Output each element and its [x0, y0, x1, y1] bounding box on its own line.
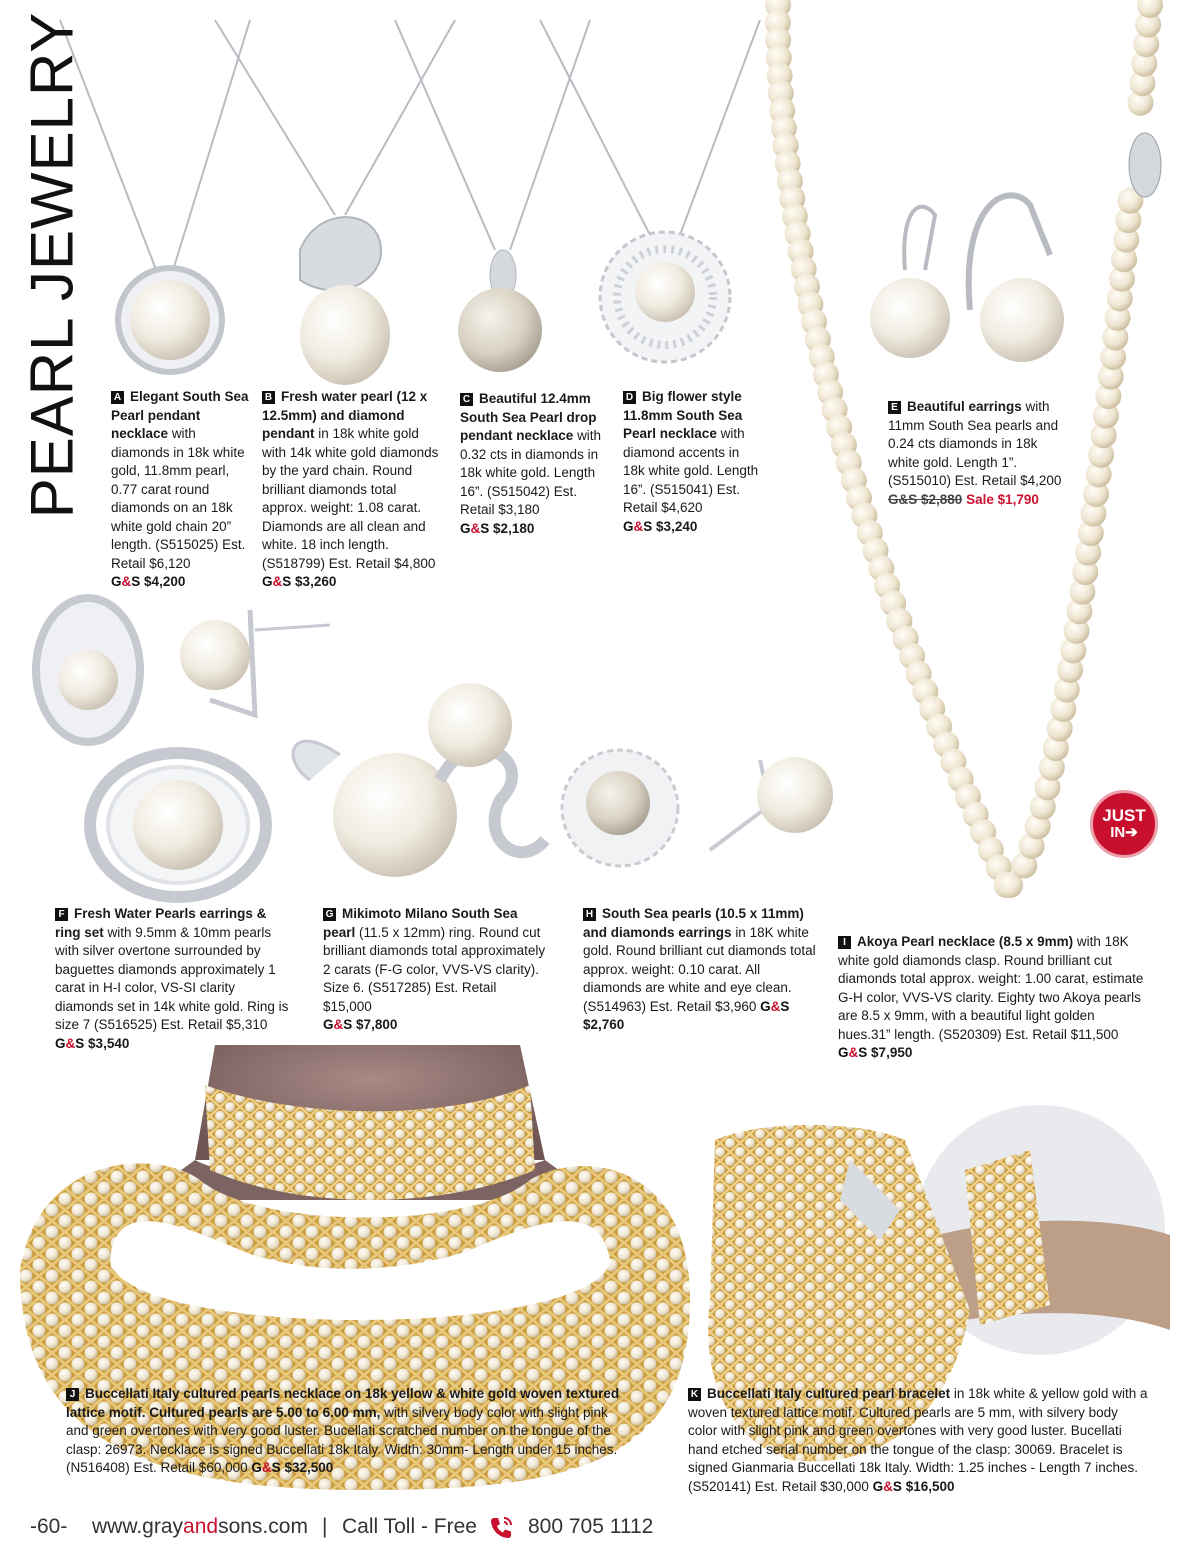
just-in-badge: [1090, 790, 1158, 858]
item-g-description: [323, 905, 548, 1035]
item-j-title: Buccellati Italy cultured pearls necklace on 18k yellow & white gold woven textured lattice motif. Cultured pearls are 5.00 to 6.00 mm,: [66, 1386, 620, 1420]
item-j-body: with silvery body color with slight pink and green overtones with very good luster. Bucellati scratched number on the tongue of the clasp: 26973. Necklace is signed Buccellati 18k Italy. Width: 30mm- Length under 15 inches. (N516408) Est. Retail $60,000: [66, 1404, 618, 1475]
item-i-body: with 18K white gold diamonds clasp. Round brilliant cut diamonds total approx. weight: 1.00 carat, estimate G-H color, VVS-VS clarity. Eighty two Akoya pearls are 8.5 x 9mm, with a beautiful light golden hues.31” length. (S520309) Est. Retail $11,500: [838, 934, 1144, 1042]
item-j-price: G&S $32,500: [251, 1460, 334, 1475]
item-h-description: [583, 905, 818, 1035]
page-number: -60-: [30, 1515, 68, 1538]
item-a-letter: A: [111, 391, 124, 404]
set-f-image: [36, 598, 330, 897]
earrings-e-image: [870, 195, 1064, 362]
item-c-letter: C: [460, 393, 473, 406]
item-f-price: G&S $3,540: [55, 1035, 130, 1051]
item-j-letter: J: [66, 1388, 79, 1401]
item-i-letter: I: [838, 936, 851, 949]
item-h-body: in 18K white gold. Round brilliant cut diamonds total approx. weight: 0.10 carat. All diamonds are white and eye clean. (S514963) Est. Retail $3,960: [583, 924, 816, 1014]
item-a-description: [111, 388, 251, 592]
item-e-title: Beautiful earrings: [907, 399, 1022, 414]
akoya-clasp: [1129, 133, 1161, 197]
item-h-price: G&S $2,760: [583, 998, 790, 1032]
item-c-title: Beautiful 12.4mm South Sea Pearl drop pendant necklace: [460, 391, 597, 443]
item-d-body: with diamond accents in 18k white gold. Length 16”. (S515041) Est. Retail $4,620: [623, 426, 759, 515]
item-j-description: [66, 1385, 626, 1478]
item-g-body: (11.5 x 12mm) ring. Round cut brilliant diamonds total approximately 2 carats (F-G color, VVS-VS clarity). Size 6. (S517285) Est. Retail $15,000: [323, 924, 546, 1014]
item-d-description: [623, 388, 763, 536]
item-a-price: G&S $4,200: [111, 574, 186, 589]
item-i-description: [838, 933, 1148, 1063]
item-b-body: in 18k white gold with 14k white gold diamonds by the yard chain. Round brilliant diamonds total approx. weight: 1.08 carat. Diamonds are all clean and white. 18 inch length. (S518799) Est. Retail $4,800: [262, 426, 439, 571]
call-label: Call Toll - Free: [342, 1515, 477, 1538]
item-k-description: [688, 1385, 1148, 1496]
earrings-h-image: [562, 750, 833, 866]
item-f-body: with 9.5mm & 10mm pearls with silver overtone surrounded by baguettes diamonds approximately 1 carat in H-I color, VS-SI clarity diamonds set in 14k white gold. Ring is size 7 (S516525) Est. Retail $5,310: [55, 924, 289, 1032]
item-e-description: [888, 398, 1068, 509]
website-link[interactable]: www.grayandsons.com: [92, 1515, 308, 1538]
phone-icon: [488, 1515, 514, 1541]
item-d-title: Big flower style 11.8mm South Sea Pearl necklace: [623, 389, 743, 441]
item-e-old-price: G&S $2,880: [888, 491, 963, 507]
item-h-title: South Sea pearls (10.5 x 11mm) and diamonds earrings: [583, 906, 804, 940]
page-title: [18, 11, 86, 519]
just-in-line1: JUST: [1102, 806, 1146, 825]
just-in-line2: IN➔: [1110, 824, 1138, 841]
item-f-letter: F: [55, 908, 68, 921]
item-h-letter: H: [583, 908, 596, 921]
footer: [0, 1515, 690, 1545]
item-g-title: Mikimoto Milano South Sea pearl: [323, 906, 518, 940]
item-c-description: [460, 390, 610, 538]
phone-number[interactable]: 800 705 1112: [528, 1515, 654, 1538]
item-e-body: with 11mm South Sea pearls and 0.24 cts diamonds in 18k white gold. Length 1”. (S515010) Est. Retail $4,200: [888, 399, 1062, 488]
item-i-price: G&S $7,950: [838, 1045, 913, 1060]
item-i-title: Akoya Pearl necklace (8.5 x 9mm): [857, 934, 1074, 949]
item-b-title: Fresh water pearl (12 x 12.5mm) and diamond pendant: [262, 389, 428, 441]
item-f-description: [55, 905, 295, 1053]
item-g-letter: G: [323, 908, 336, 921]
item-e-sale-price: Sale $1,790: [966, 491, 1039, 507]
footer-separator: |: [322, 1515, 328, 1538]
item-f-title: Fresh Water Pearls earrings & ring set: [55, 906, 267, 940]
ring-g-image: [293, 683, 545, 877]
item-a-title: Elegant South Sea Pearl pendant necklace: [111, 389, 249, 441]
item-k-price: G&S $16,500: [872, 1478, 955, 1494]
pendant-a-image: [60, 20, 250, 372]
item-b-description: [262, 388, 440, 592]
item-c-price: G&S $2,180: [460, 520, 535, 536]
item-k-title: Buccellati Italy cultured pearl bracelet: [707, 1386, 951, 1401]
item-d-letter: D: [623, 391, 636, 404]
item-d-price: G&S $3,240: [623, 518, 698, 534]
item-e-letter: E: [888, 401, 901, 414]
page-title-text: PEARL JEWELRY: [18, 11, 86, 519]
item-g-price: G&S $7,800: [323, 1017, 398, 1032]
item-a-body: with diamonds in 18k white gold, 11.8mm pearl, 0.77 carat round diamonds on an 18k white gold chain 20” length. (S515025) Est. Retail $6,120: [111, 426, 246, 571]
item-b-price: G&S $3,260: [262, 574, 337, 589]
item-k-letter: K: [688, 1388, 701, 1401]
item-k-body: in 18k white & yellow gold with a woven textured lattice motif. Cultured pearls are 5 mm, with silvery body color with slight pink and green overtones with very good luster. Bucellati hand etched serial number on the tongue of the clasp: 30069. Bracelet is signed Gianmaria Buccellati 18k Italy. Width: 1.25 inches - Length 7 inches. (S520141) Est. Retail $30,000: [688, 1386, 1148, 1494]
item-c-body: with 0.32 cts in diamonds in 18k white gold. Length 16”. (S515042) Est. Retail $3,180: [460, 428, 602, 517]
item-b-letter: B: [262, 391, 275, 404]
